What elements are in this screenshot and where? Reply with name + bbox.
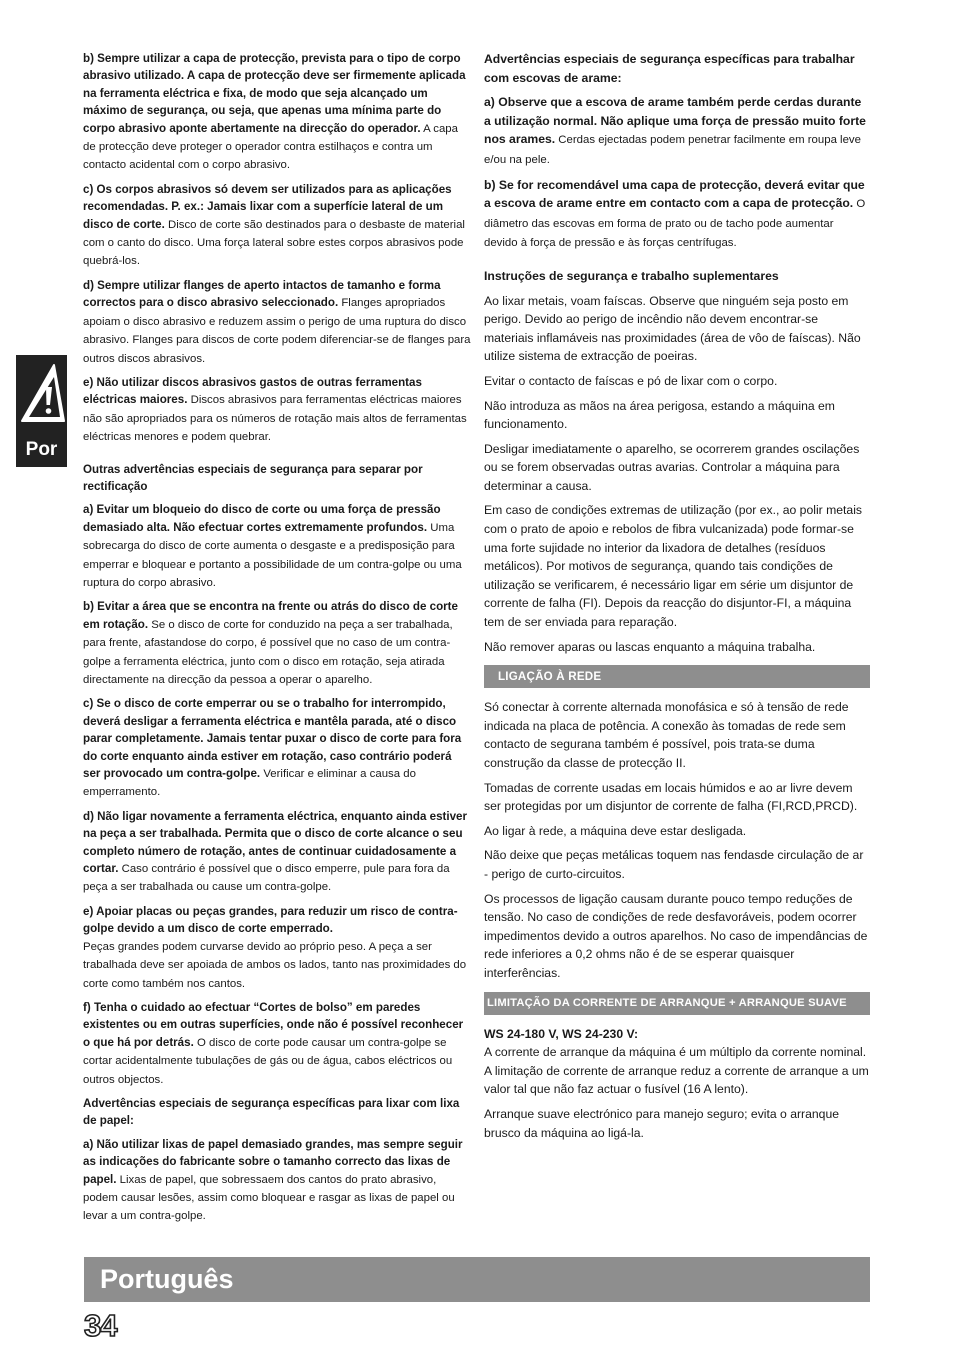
- language-label: Por: [25, 439, 58, 460]
- paragraph: Em caso de condições extremas de utilização (por ex., ao polir metais com o prato de apoio e rebolos de fibra vulcanizada) pode formar-se uma forte sujidade no interior da lixadora de detalhes (resíduos metálicos). Por motivos de segurança, quando tais condições de utilização se verificarem, é necessário ligar em série um disjuntor de corrente de falha (FI). Depois da reacção do disjuntor-FI, a máquina tem de ser enviada para reparação.: [484, 503, 862, 630]
- right-column: [484, 50, 870, 1148]
- footer-language-bar: [84, 1257, 870, 1302]
- paragraph: a) Observe que a escova de arame também perde cerdas durante a utilização normal. Não aplique uma força de pressão muito forte nos arames. Cerdas ejectadas podem penetrar facilmente em roupa leve e/ou na pele.: [484, 95, 866, 166]
- paragraph: Tomadas de corrente usadas em locais húmidos e ao ar livre devem ser protegidas por um disjuntor de corrente de falha (FI,RCD,PRCD).: [484, 780, 858, 814]
- paragraph: Não deixe que peças metálicas toquem nas fendasde circulação de ar - perigo de curto-circuitos.: [484, 848, 864, 881]
- section-bar-mains: LIGAÇÃO À REDE: [484, 665, 870, 688]
- paragraph: Desligar imediatamente o aparelho, se ocorrerem grandes oscilações ou se forem observadas outras avarias. Controlar a máquina para determinar a causa.: [484, 441, 860, 493]
- section-heading: Advertências especiais de segurança específicas para trabalhar com escovas de arame:: [484, 52, 855, 85]
- paragraph: c) Se o disco de corte emperrar ou se o trabalho for interrompido, deverá desligar a ferramenta eléctrica e mantêla parada, até o disco parar completamente. Jamais tentar puxar o disco de corte para fora do corte enquanto ainda estiver em rotação, caso contrário poderá ser provocado um contra-golpe. Verificar e eliminar a causa do emperramento.: [83, 697, 462, 799]
- left-column: [83, 50, 471, 1232]
- warning-triangle-icon: [18, 363, 66, 432]
- paragraph: Não remover aparas ou lascas enquanto a máquina trabalha.: [484, 639, 816, 654]
- page-number: 34: [84, 1308, 117, 1343]
- section-heading: Instruções de segurança e trabalho suplementares: [484, 268, 779, 283]
- paragraph: Os processos de ligação causam durante pouco tempo reduções de tensão. No caso de condições de rede desfavoráveis, podem ocorrer impedimentos devido a outros aparelhos. No caso de impendâncias de rede inferiores a 0,2 ohms não é de se esperar quaisquer interferências.: [484, 891, 868, 980]
- paragraph: b) Sempre utilizar a capa de protecção, prevista para o tipo de corpo abrasivo utilizado. A capa de protecção deve ser firmemente aplicada na ferramenta eléctrica e fixa, de modo que seja alcançado um máximo de segurança, ou seja, que apenas uma mínima parte do corpo abrasivo aponte abertamente na direcção do operador. A capa de protecção deve proteger o operador contra estilhaços e contra um contacto acidental com o corpo abrasivo.: [83, 52, 466, 172]
- paragraph: f) Tenha o cuidado ao efectuar “Cortes de bolso” em paredes existentes ou em outras superfícies, onde não é possível reconhecer o que há por detrás. O disco de corte pode causar um contra-golpe se cortar acidentalmente tubulações de gás ou de água, cabos eléctricos ou outros objectos.: [83, 1000, 464, 1086]
- paragraph: e) Apoiar placas ou peças grandes, para reduzir um risco de contra-golpe devido a um disco de corte emperrado. Peças grandes podem curvarse devido ao próprio peso. A peça a ser trabalhada deve ser apoiada de ambos os lados, tanto nas proximidades do corte como também nos cantos.: [83, 904, 467, 990]
- paragraph: e) Não utilizar discos abrasivos gastos de outras ferramentas eléctricas maiores. Discos abrasivos para ferramentas eléctricas maiores não são apropriados para os números de rotação mais altos de ferramentas eléctricas menores e podem quebrar.: [83, 375, 467, 444]
- section-heading: Outras advertências especiais de segurança para separar por rectificação: [83, 462, 423, 493]
- paragraph: Ao ligar à rede, a máquina deve estar desligada.: [484, 823, 747, 838]
- paragraph: Não introduza as mãos na área perigosa, estando a máquina em funcionamento.: [484, 398, 835, 432]
- language-side-tab: [16, 355, 67, 467]
- paragraph: b) Evitar a área que se encontra na frente ou atrás do disco de corte em rotação. Se o disco de corte for conduzido na peça a ser trabalhada, para frente, afastandose do corpo, é possível que no caso de um contra-golpe a ferramenta eléctrica, junto com o disco em rotação, seja atirada directamente na direcção da pessoa a operar o aparelho.: [83, 600, 458, 686]
- section-heading: Advertências especiais de segurança específicas para lixar com lixa de papel:: [83, 1096, 460, 1128]
- paragraph: Evitar o contacto de faíscas e pó de lixar com o corpo.: [484, 373, 778, 388]
- paragraph: d) Não ligar novamente a ferramenta eléctrica, enquanto ainda estiver na peça a ser trabalhada. Permita que o disco de corte alcance o seu completo número de rotação, antes de continuar cuidadosamente a cortar. Caso contrário é possível que o disco emperre, pule para fora da peça a ser trabalhada ou cause um contra-golpe.: [83, 809, 468, 894]
- paragraph: Só conectar à corrente alternada monofásica e só à tensão de rede indicada na placa de potência. A conexão às tomadas de rede sem contacto de segurana também é possível, pois trata-se duma construção da classe de protecção II.: [484, 700, 849, 770]
- paragraph: b) Se for recomendável uma capa de protecção, deverá evitar que a escova de arame entre em contacto com a capa de protecção. O diâmetro das escovas em forma de prato ou de tacho pode aumentar devido à força de pressão e às forças centrífugas.: [484, 177, 866, 250]
- paragraph: a) Não utilizar lixas de papel demasiado grandes, mas sempre seguir as indicações do fabricante sobre o tamanho correcto das lixas de papel. Lixas de papel, que sobressaem dos cantos do prato abrasivo, podem causar lesões, assim como bloquear e rasgar as lixas de papel ou levar a um contra-golpe.: [83, 1137, 463, 1223]
- paragraph: a) Evitar um bloqueio do disco de corte ou uma força de pressão demasiado alta. Não efectuar cortes extremamente profundos. Uma sobrecarga do disco de corte aumenta o desgaste e a predisposição para emperrar e bloquear e portanto a possibilidade de um contra-golpe ou uma ruptura do corpo abrasivo.: [83, 503, 462, 589]
- paragraph: Ao lixar metais, voam faíscas. Observe que ninguém seja posto em perigo. Devido ao perigo de incêndio não devem encontrar-se materiais inflamáveis nas proximidades (área de vôo de faíscas). Não utilize sistema de extracção de poeiras.: [484, 293, 861, 364]
- paragraph: WS 24-180 V, WS 24-230 V: A corrente de arranque da máquina é um múltiplo da corrente nominal. A limitação de corrente de arranque reduz a corrente de arranque a um valor tal que não faz actuar o fusível (16 A lento).: [484, 1026, 869, 1097]
- paragraph: Arranque suave electrónico para manejo seguro; evita o arranque brusco da máquina ao ligá-la.: [484, 1106, 840, 1140]
- paragraph: d) Sempre utilizar flanges de aperto intactos de tamanho e forma correctos para o disco abrasivo seleccionado. Flanges apropriados apoiam o disco abrasivo e reduzem assim o perigo de uma ruptura do disco abrasivo. Flanges para discos de corte podem diferenciar-se de flanges para outros discos abrasivos.: [83, 278, 471, 365]
- section-bar-soft-start: LIMITAÇÃO DA CORRENTE DE ARRANQUE + ARRANQUE SUAVE: [484, 992, 870, 1015]
- paragraph: c) Os corpos abrasivos só devem ser utilizados para as aplicações recomendadas. P. ex.: Jamais lixar com a superfície lateral de um disco de corte. Disco de corte são destinados para o desbaste de material com o canto do disco. Uma força lateral sobre estes corpos abrasivos pode quebrá-los.: [83, 182, 465, 268]
- footer-language-title: Português: [100, 1264, 234, 1294]
